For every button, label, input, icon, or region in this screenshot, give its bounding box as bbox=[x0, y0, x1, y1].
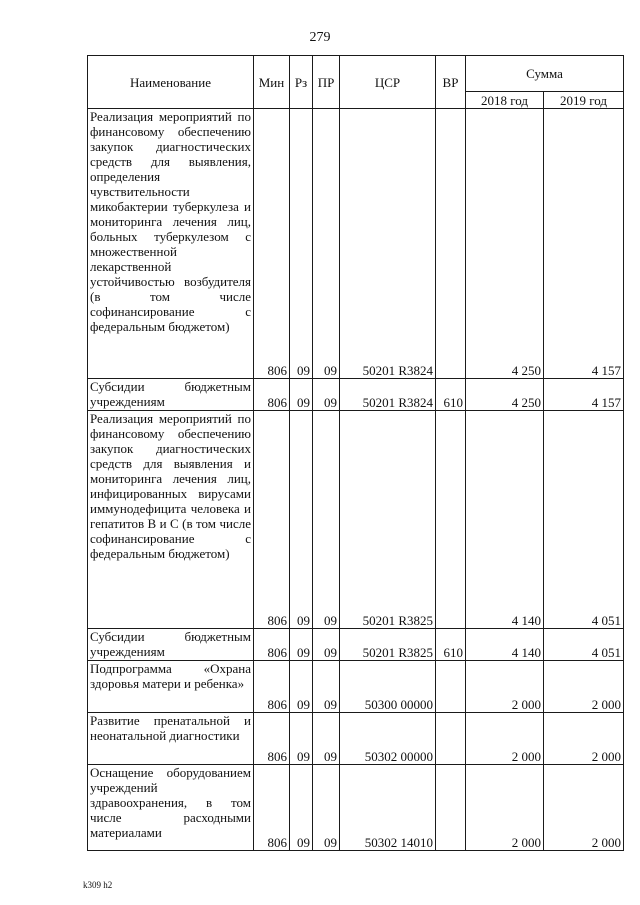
row-sum-2018: 4 140 bbox=[466, 411, 544, 629]
row-vr bbox=[436, 411, 466, 629]
page-number: 279 bbox=[309, 30, 331, 45]
row-rz: 09 bbox=[290, 629, 313, 661]
row-vr bbox=[436, 661, 466, 713]
row-csr: 50201 R3824 bbox=[340, 109, 436, 379]
row-vr bbox=[436, 765, 466, 851]
row-sum-2018: 4 250 bbox=[466, 379, 544, 411]
row-csr: 50302 14010 bbox=[340, 765, 436, 851]
row-rz: 09 bbox=[290, 379, 313, 411]
row-min: 806 bbox=[254, 765, 290, 851]
header-rz: Рз bbox=[290, 56, 313, 109]
row-sum-2019: 2 000 bbox=[544, 661, 624, 713]
row-pr: 09 bbox=[313, 765, 340, 851]
row-sum-2018: 4 250 bbox=[466, 109, 544, 379]
row-sum-2019: 4 051 bbox=[544, 411, 624, 629]
header-name: Наименование bbox=[88, 56, 254, 109]
table-body bbox=[88, 109, 624, 851]
row-name: Реализация мероприятий по финансовому обеспечению закупок диагностических средств для выявления и мониторинга лечения лиц, инфицированных вирусами иммунодефицита человека и гепатитов B и C (в том числе софинансирование с федеральным бюджетом) bbox=[88, 411, 254, 629]
row-name: Реализация мероприятий по финансовому обеспечению закупок диагностических средств для выявления, определения чувствительности микобактерии туберкулеза и мониторинга лечения лиц, больных туберкулезом с множественной лекарственной устойчивостью возбудителя (в том числе софинансирование с федеральным бюджетом) bbox=[88, 109, 254, 379]
row-sum-2019: 4 051 bbox=[544, 629, 624, 661]
row-csr: 50201 R3825 bbox=[340, 411, 436, 629]
row-min: 806 bbox=[254, 379, 290, 411]
row-vr bbox=[436, 109, 466, 379]
row-pr: 09 bbox=[313, 629, 340, 661]
footer-code: k309 h2 bbox=[83, 880, 113, 890]
row-min: 806 bbox=[254, 109, 290, 379]
row-csr: 50201 R3824 bbox=[340, 379, 436, 411]
row-csr: 50201 R3825 bbox=[340, 629, 436, 661]
row-rz: 09 bbox=[290, 765, 313, 851]
row-csr: 50302 00000 bbox=[340, 713, 436, 765]
header-year-2019: 2019 год bbox=[544, 92, 624, 109]
row-min: 806 bbox=[254, 411, 290, 629]
header-pr: ПР bbox=[313, 56, 340, 109]
row-min: 806 bbox=[254, 661, 290, 713]
table-row bbox=[88, 765, 624, 851]
row-sum-2018: 4 140 bbox=[466, 629, 544, 661]
row-sum-2018: 2 000 bbox=[466, 713, 544, 765]
row-pr: 09 bbox=[313, 411, 340, 629]
header-csr: ЦСР bbox=[340, 56, 436, 109]
row-sum-2018: 2 000 bbox=[466, 661, 544, 713]
table-row bbox=[88, 661, 624, 713]
row-name: Подпрограмма «Охрана здоровья матери и ребенка» bbox=[88, 661, 254, 713]
row-name: Субсидии бюджетным учреждениям bbox=[88, 379, 254, 411]
row-vr bbox=[436, 713, 466, 765]
row-rz: 09 bbox=[290, 661, 313, 713]
row-sum-2019: 2 000 bbox=[544, 713, 624, 765]
table-row bbox=[88, 629, 624, 661]
header-vr: ВР bbox=[436, 56, 466, 109]
row-pr: 09 bbox=[313, 379, 340, 411]
row-name: Субсидии бюджетным учреждениям bbox=[88, 629, 254, 661]
row-csr: 50300 00000 bbox=[340, 661, 436, 713]
row-min: 806 bbox=[254, 713, 290, 765]
table-row bbox=[88, 411, 624, 629]
table-row bbox=[88, 109, 624, 379]
row-pr: 09 bbox=[313, 109, 340, 379]
header-sum: Сумма bbox=[466, 56, 624, 92]
row-sum-2018: 2 000 bbox=[466, 765, 544, 851]
row-rz: 09 bbox=[290, 411, 313, 629]
row-rz: 09 bbox=[290, 109, 313, 379]
table-row bbox=[88, 713, 624, 765]
row-min: 806 bbox=[254, 629, 290, 661]
row-name: Оснащение оборудованием учреждений здравоохранения, в том числе расходными материалами bbox=[88, 765, 254, 851]
row-sum-2019: 4 157 bbox=[544, 109, 624, 379]
row-pr: 09 bbox=[313, 661, 340, 713]
row-rz: 09 bbox=[290, 713, 313, 765]
table-row bbox=[88, 379, 624, 411]
row-pr: 09 bbox=[313, 713, 340, 765]
header-year-2018: 2018 год bbox=[466, 92, 544, 109]
row-name: Развитие пренатальной и неонатальной диагностики bbox=[88, 713, 254, 765]
budget-table bbox=[87, 55, 624, 851]
header-min: Мин bbox=[254, 56, 290, 109]
row-vr: 610 bbox=[436, 379, 466, 411]
row-vr: 610 bbox=[436, 629, 466, 661]
row-sum-2019: 2 000 bbox=[544, 765, 624, 851]
row-sum-2019: 4 157 bbox=[544, 379, 624, 411]
